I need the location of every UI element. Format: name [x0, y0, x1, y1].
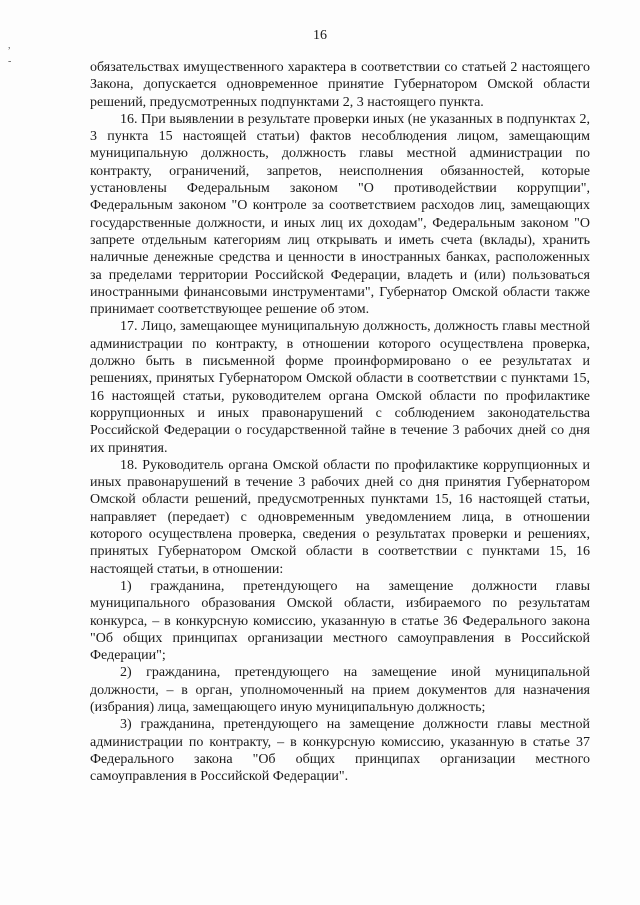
- paragraph-18: 18. Руководитель органа Омской области по профилактике коррупционных и иных правонарушений в течение 3 рабочих дней со дня принятия Губернатором Омской области решений, предусмотренных пунктами 15, 16 настоящей статьи, направляет (передает) с одновременным уведомлением лица, в отношении которого осуществлена проверка, сведения о результатах проверки и решениях, принятых Губернатором Омской области в соответствии с пунктами 15, 16 настоящей статьи, в отношении:: [90, 457, 590, 577]
- paragraph-16: 16. При выявлении в результате проверки иных (не указанных в подпунктах 2, 3 пункта 15 настоящей статьи) фактов несоблюдения лицом, замещающим муниципальную должность, должность главы местной администрации по контракту, ограничений, запретов, неисполнения обязанностей, которые установлены Федеральным законом "О противодействии коррупции", Федеральным законом "О контроле за соответствием расходов лиц, замещающих государственные должности, и иных лиц их доходам", Федеральным законом "О запрете отдельным категориям лиц открывать и иметь счета (вклады), хранить наличные денежные средства и ценности в иностранных банках, расположенных за пределами территории Российской Федерации, владеть и (или) пользоваться иностранными финансовыми инструментами", Губернатор Омской области также принимает соответствующее решение об этом.: [90, 111, 590, 318]
- subparagraph-3: 3) гражданина, претендующего на замещение должности главы местной администрации по контракту, – в конкурсную комиссию, указанную в статье 37 Федерального закона "Об общих принципах организации местного самоуправления в Российской Федерации".: [90, 717, 590, 785]
- paragraph-continuation: обязательствах имущественного характера в соответствии со статьей 2 настоящего Закона, допускается одновременное принятие Губернатором Омской области решений, предусмотренных подпунктами 2, 3 настоящего пункта.: [90, 60, 590, 110]
- margin-mark: ,: [8, 40, 11, 51]
- paragraph-17: 17. Лицо, замещающее муниципальную должность, должность главы местной администрации по контракту, в отношении которого осуществлена проверка, должно быть в письменной форме проинформировано о ее результатах и решениях, принятых Губернатором Омской области в соответствии с пунктами 15, 16 настоящей статьи, руководителем органа Омской области по профилактике коррупционных и иных правонарушений с соблюдением законодательства Российской Федерации о государственной тайне в течение 3 рабочих дней со дня их принятия.: [90, 319, 590, 456]
- subparagraph-2: 2) гражданина, претендующего на замещение иной муниципальной должности, – в орган, уполномоченный на прием документов для назначения (избрания) лица, замещающего иную муниципальную должность;: [90, 665, 590, 715]
- document-body: [90, 59, 590, 785]
- subparagraph-1: 1) гражданина, претендующего на замещение должности главы муниципального образования Омской области, избираемого по результатам конкурса, – в конкурсную комиссию, указанную в статье 36 Федерального закона "Об общих принципах организации местного самоуправления в Российской Федерации";: [90, 578, 590, 664]
- page-number: 16: [313, 28, 327, 43]
- margin-mark: -: [8, 56, 12, 67]
